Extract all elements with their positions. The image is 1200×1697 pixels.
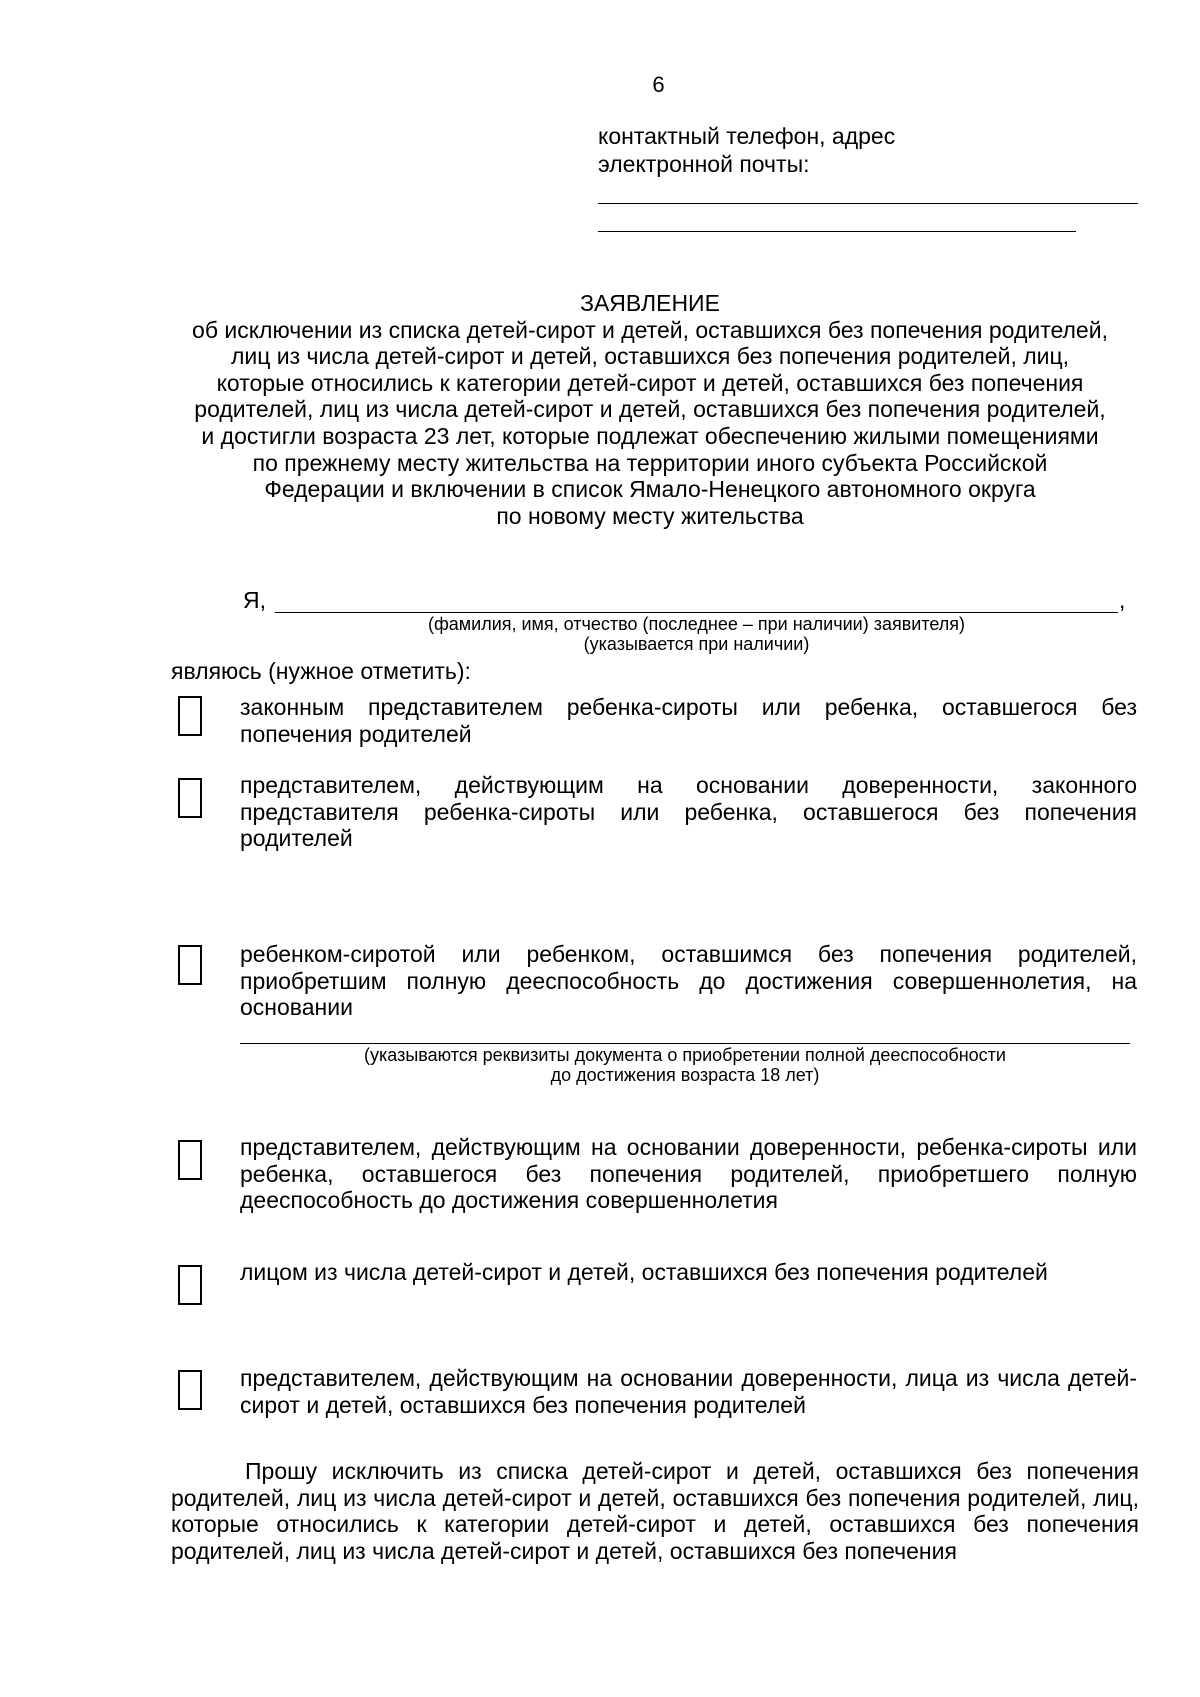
option-checkbox[interactable] bbox=[178, 696, 202, 736]
option-text: представителем, действующим на основании доверенности, законного представителя ребенка-сироты или ребенка, оставшегося без попечения родителей bbox=[240, 772, 1137, 851]
option-checkbox[interactable] bbox=[178, 945, 202, 985]
subtitle-line: родителей, лиц из числа детей-сирот и детей, оставшихся без попечения родителей, bbox=[194, 396, 1106, 423]
option-text: представителем, действующим на основании доверенности, ребенка-сироты или ребенка, оставшегося без попечения родителей, приобретшего полную дееспособность до достижения совершеннолетия bbox=[240, 1134, 1137, 1213]
option-text: законным представителем ребенка-сироты или ребенка, оставшегося без попечения родителей bbox=[240, 694, 1137, 747]
subtitle-line: лиц из числа детей-сирот и детей, оставшихся без попечения родителей, лиц, bbox=[230, 343, 1070, 370]
applicant-caption-line1: (фамилия, имя, отчество (последнее – при наличии) заявителя) bbox=[427, 614, 966, 634]
subtitle-line: и достигли возраста 23 лет, которые подлежат обеспечению жилыми помещениями bbox=[201, 422, 1099, 449]
page-number: 6 bbox=[652, 72, 665, 97]
document-caption bbox=[240, 1045, 1130, 1085]
contact-label-line2: электронной почты: bbox=[598, 151, 810, 177]
option-text: ребенком-сиротой или ребенком, оставшимся без попечения родителей, приобретшим полную дееспособность до достижения совершеннолетия, на основании bbox=[240, 941, 1137, 1020]
subtitle-line: по прежнему месту жительства на территории иного субъекта Российской bbox=[252, 449, 1048, 476]
subtitle-line: Федерации и включении в список Ямало-Ненецкого автономного округа bbox=[264, 476, 1036, 503]
option-text: лицом из числа детей-сирот и детей, оставшихся без попечения родителей bbox=[240, 1259, 1048, 1285]
contact-label-line1: контактный телефон, адрес bbox=[598, 123, 896, 149]
title-block bbox=[150, 290, 1150, 529]
contact-block bbox=[598, 122, 1158, 178]
option-checkbox[interactable] bbox=[178, 1370, 202, 1410]
contact-field-line-2[interactable] bbox=[598, 231, 1076, 232]
subtitle-line: по новому месту жительства bbox=[496, 502, 804, 529]
request-paragraph: Прошу исключить из списка детей-сирот и детей, оставшихся без попечения родителей, лиц из числа детей-сирот и детей, оставшихся без попечения родителей, лиц, которые относились к категории детей-сирот и детей, оставшихся без попечения родителей, лиц из числа детей-сирот и детей, оставшихся без попечения bbox=[171, 1458, 1139, 1564]
option-checkbox[interactable] bbox=[178, 1265, 202, 1305]
option-text: представителем, действующим на основании доверенности, лица из числа детей-сирот и детей, оставшихся без попечения родителей bbox=[240, 1365, 1137, 1418]
option-checkbox[interactable] bbox=[178, 778, 202, 818]
document-caption-line1: (указываются реквизиты документа о приобретении полной дееспособности bbox=[364, 1045, 1006, 1065]
document-details-field[interactable] bbox=[240, 1043, 1130, 1044]
document-heading: ЗАЯВЛЕНИЕ bbox=[580, 290, 720, 316]
applicant-caption bbox=[275, 614, 1118, 654]
applicant-suffix: , bbox=[1119, 587, 1126, 613]
applicant-caption-line2: (указывается при наличии) bbox=[583, 634, 810, 654]
intro-text: являюсь (нужное отметить): bbox=[171, 658, 471, 684]
applicant-name-field[interactable] bbox=[275, 612, 1118, 613]
contact-field-line-1[interactable] bbox=[598, 203, 1138, 204]
subtitle-line: которые относились к категории детей-сирот и детей, оставшихся без попечения bbox=[216, 369, 1084, 396]
document-caption-line2: до достижения возраста 18 лет) bbox=[550, 1065, 820, 1085]
subtitle-line: об исключении из списка детей-сирот и детей, оставшихся без попечения родителей, bbox=[192, 316, 1108, 343]
option-checkbox[interactable] bbox=[178, 1140, 202, 1180]
applicant-prefix: Я, bbox=[243, 587, 266, 613]
